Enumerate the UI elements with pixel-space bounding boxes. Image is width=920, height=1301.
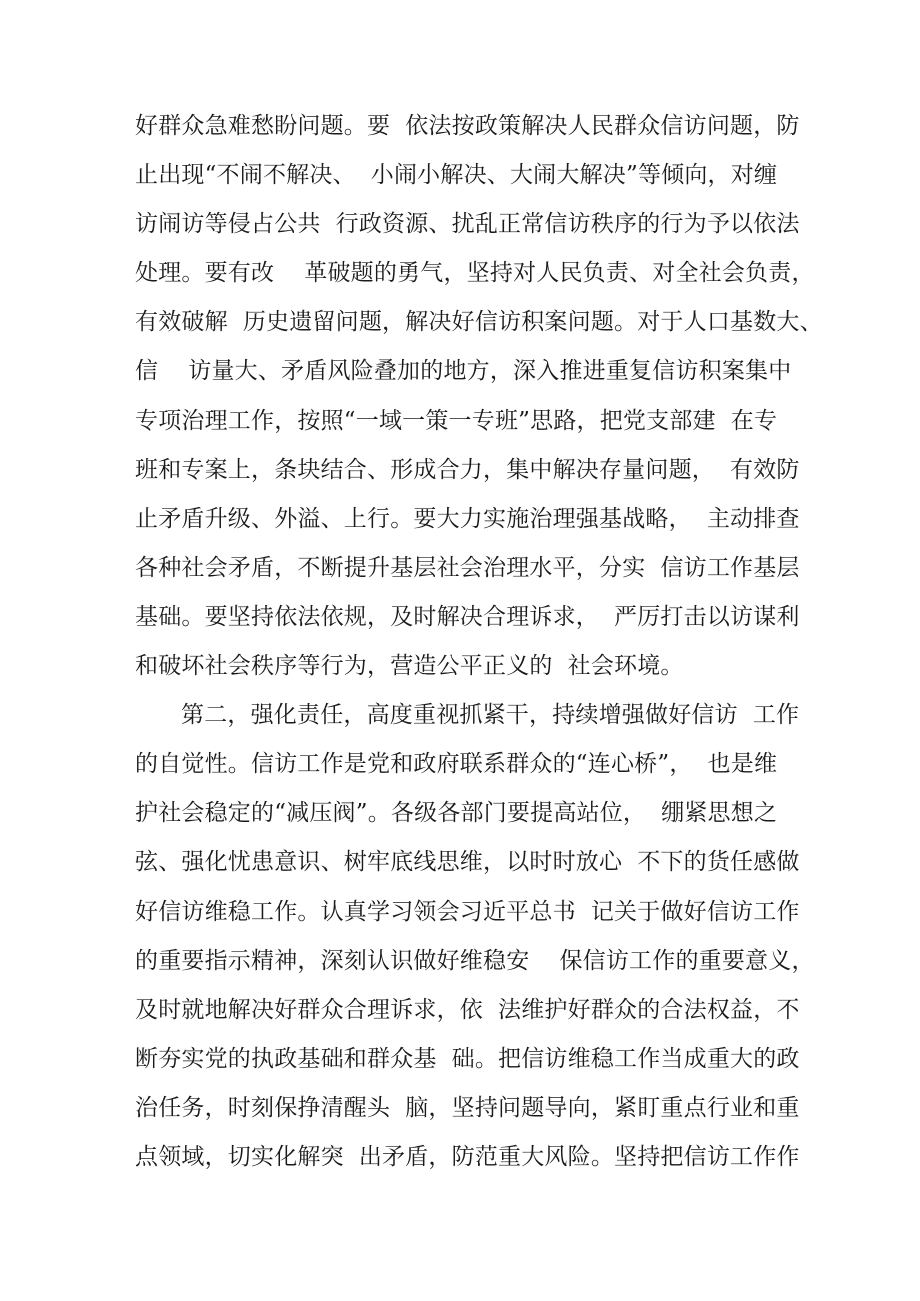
text-line-first: 第二，强化责任，高度重视抓紧干，持续增强做好信访 工作 [181, 702, 800, 729]
text-line: 弦、强化忧患意识、树牢底线思维，以时时放心 不下的货任感做 [135, 849, 800, 876]
text-line: 信 访量大、矛盾风险叠加的地方，深入推进重复信访积案集中 [135, 358, 792, 385]
paragraph-1 [135, 102, 823, 691]
text-line: 护社会稳定的“减压阀”。各级各部门要提高站位， 绷紧思想之 [135, 800, 778, 827]
text-line: 止出现“不闹不解决、 小闹小解决、大闹大解决”等倾向，对缠 [135, 162, 778, 189]
text-line: 班和专案上，条块结合、形成合力，集中解决存量问题， 有效防 [135, 456, 800, 483]
text-line: 好信访维稳工作。认真学习领会习近平总书 记关于做好信访工作 [135, 898, 800, 925]
text-line: 点领域，切实化解突 出矛盾，防范重大风险。坚持把信访工作作 [135, 1143, 800, 1170]
paragraph-2 [135, 691, 815, 1182]
text-line: 和破坏社会秩序等行为，营造公平正义的 社会环境。 [135, 653, 684, 680]
text-line: 有效破解 历史遗留问题，解决好信访积案问题。对于人口基数大、 [135, 309, 823, 336]
text-line: 及时就地解决好群众合理诉求，依 法维护好群众的合法权益，不 [135, 996, 800, 1023]
text-line: 专项治理工作，按照“一域一策一专班”思路，把党支部建 在专 [135, 407, 778, 434]
body-text [135, 102, 823, 1182]
text-line: 基础。要坚持依法依规，及时解决合理诉求， 严厉打击以访谋利 [135, 603, 800, 630]
text-line: 的自觉性。信访工作是党和政府联系群众的“连心桥”， 也是维 [135, 751, 778, 778]
text-line: 各种社会矛盾，不断提升基层社会治理水平，分实 信访工作基层 [135, 554, 800, 581]
text-line: 处理。要有改 革破题的勇气，坚持对人民负责、对全社会负责， [135, 260, 815, 287]
text-line: 断夯实党的执政基础和群众基 础。把信访维稳工作当成重大的政 [135, 1045, 800, 1072]
text-line: 治任务，时刻保挣清醒头 脑，坚持问题导向，紧盯重点行业和重 [135, 1094, 800, 1121]
text-line: 的重要指示精神，深刻认识做好维稳安 保信访工作的重要意义， [135, 947, 815, 974]
text-line: 访闹访等侵占公共 行政资源、扰乱正常信访秩序的行为予以依法 [135, 211, 800, 238]
text-line: 止矛盾升级、外溢、上行。要大力实施治理强基战略， 主动排查 [135, 505, 800, 532]
text-line: 好群众急难愁盼问题。要 依法按政策解决人民群众信访问题，防 [135, 113, 800, 139]
